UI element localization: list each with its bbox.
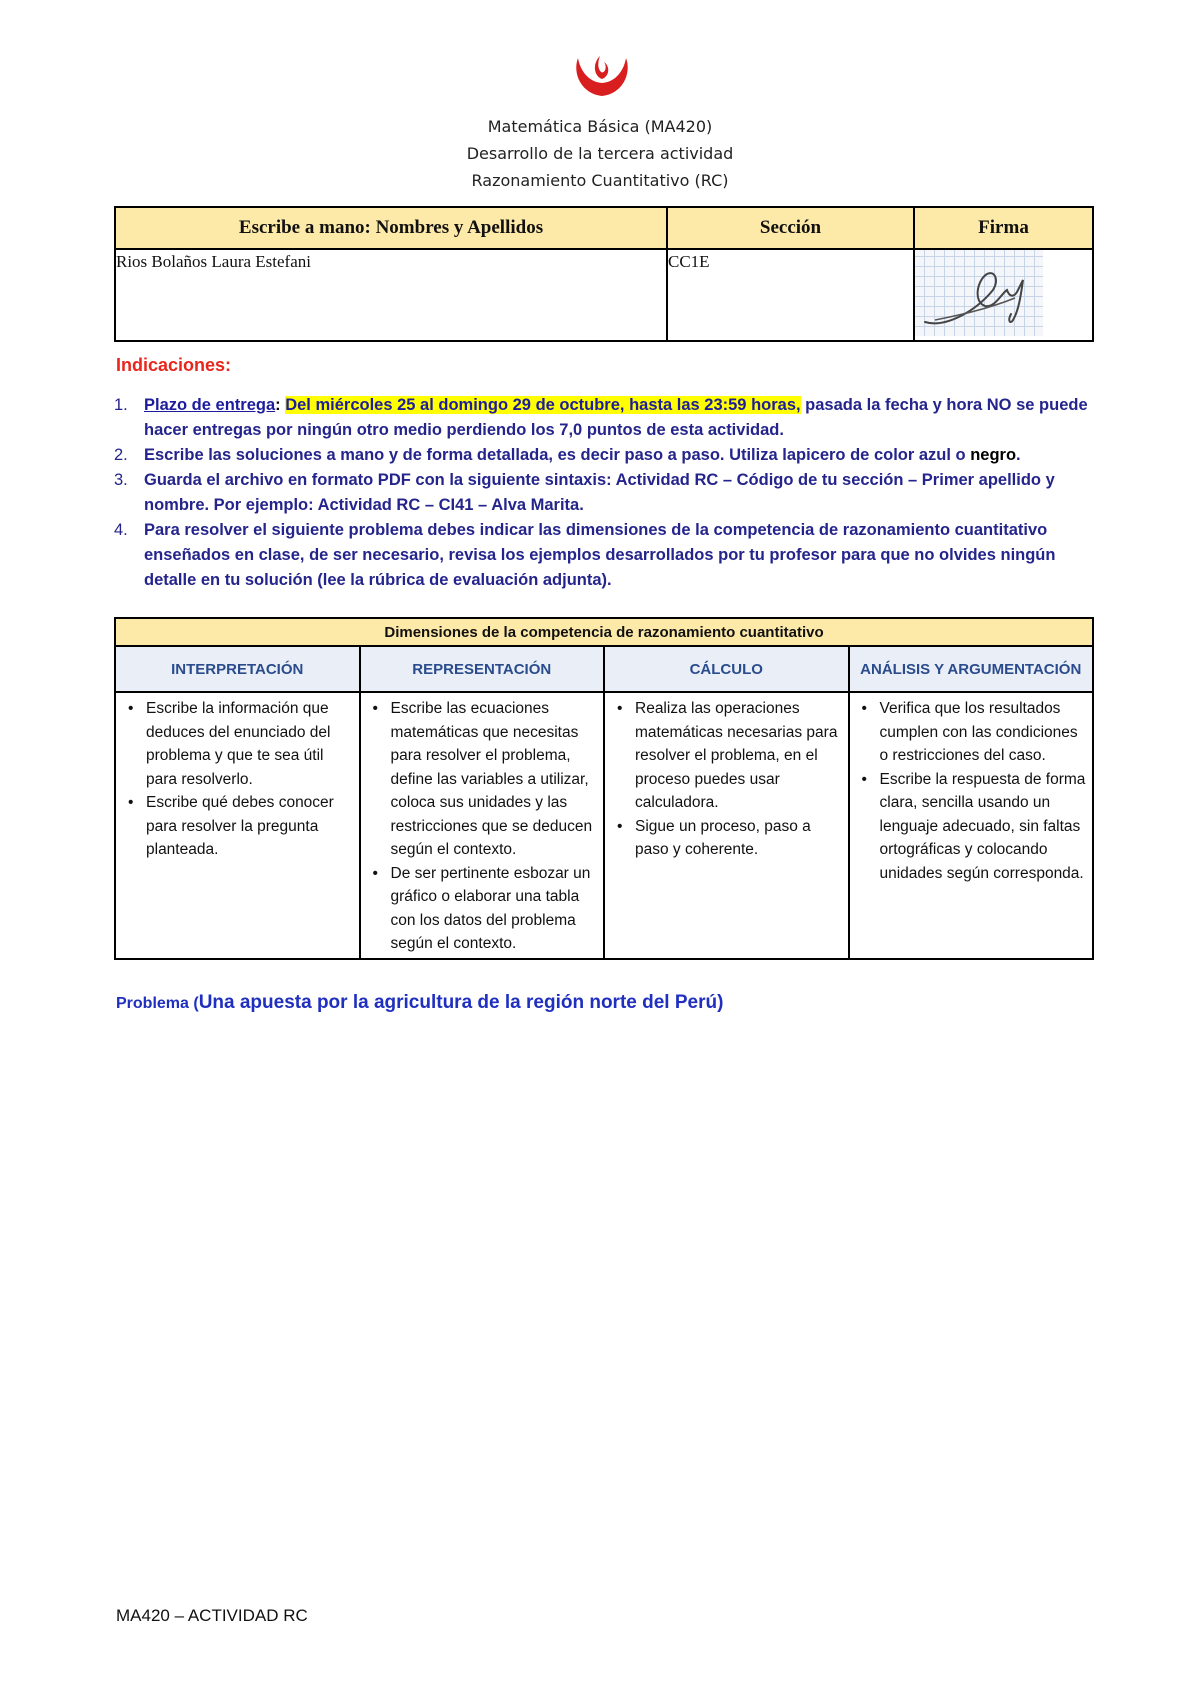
- activity-subtitle: Razonamiento Cuantitativo (RC): [471, 171, 729, 190]
- header-analisis: ANÁLISIS Y ARGUMENTACIÓN: [849, 646, 1094, 692]
- interpretacion-cell: [115, 692, 360, 959]
- course-title: Matemática Básica (MA420): [487, 117, 713, 136]
- item-number: 3.: [114, 471, 128, 489]
- indications-title: Indicaciones:: [116, 355, 232, 375]
- signature-column-header: Firma: [914, 207, 1093, 249]
- deadline-rest: pasada la fecha y hora NO se puede hacer entregas por ningún otro medio perdiendo los 7,0 puntos de esta actividad.: [144, 396, 1088, 439]
- deadline-label: Plazo de entrega: [144, 396, 276, 414]
- list-item: • Escribe qué debes conocer para resolver la pregunta planteada.: [146, 791, 353, 862]
- indications-list: [114, 393, 1104, 593]
- signature-image: [915, 250, 1043, 336]
- item-number: 2.: [114, 446, 128, 464]
- calculo-cell: [604, 692, 849, 959]
- item-number: 4.: [114, 521, 128, 539]
- list-item: • Escribe la información que deduces del enunciado del problema y que te sea útil para resolverlo.: [146, 697, 353, 791]
- dimensions-caption: Dimensiones de la competencia de razonamiento cuantitativo: [115, 618, 1093, 646]
- name-column-header: Escribe a mano: Nombres y Apellidos: [115, 207, 667, 249]
- competency-dimensions-table: [114, 617, 1094, 960]
- indication-item: 4. Para resolver el siguiente problema debes indicar las dimensiones de la competencia de razonamiento cuantitativo enseñados en clase, de ser necesario, revisa los ejemplos desarrollados por tu profesor para que no olvides ningún detalle en tu solución (lee la rúbrica de evaluación adjunta).: [114, 518, 1104, 593]
- item-number: 1.: [114, 396, 128, 414]
- representacion-cell: [360, 692, 605, 959]
- indication-item: 1. Plazo de entrega: Del miércoles 25 al domingo 29 de octubre, hasta las 23:59 horas, pasada la fecha y hora NO se puede hacer entregas por ningún otro medio perdiendo los 7,0 puntos de esta actividad.: [114, 393, 1104, 443]
- list-item: • Escribe las ecuaciones matemáticas que necesitas para resolver el problema, define las variables a utilizar, coloca sus unidades y las restricciones que se deducen según el contexto.: [391, 697, 598, 862]
- page-footer: MA420 – ACTIVIDAD RC: [116, 1606, 308, 1625]
- student-name: Rios Bolaños Laura Estefani: [115, 249, 667, 341]
- list-item: • De ser pertinente esbozar un gráfico o elaborar una tabla con los datos del problema según el contexto.: [391, 862, 598, 956]
- upc-logo: [570, 52, 634, 100]
- analisis-cell: [849, 692, 1094, 959]
- list-item: • Sigue un proceso, paso a paso y coherente.: [635, 815, 842, 862]
- deadline-highlight: Del miércoles 25 al domingo 29 de octubre, hasta las 23:59 horas,: [285, 396, 801, 414]
- problem-heading: [116, 992, 723, 1014]
- list-item: • Verifica que los resultados cumplen con las condiciones o restricciones del caso.: [880, 697, 1087, 768]
- problem-label: Problema (: [116, 995, 199, 1012]
- header-calculo: CÁLCULO: [604, 646, 849, 692]
- student-info-table: [114, 206, 1094, 342]
- list-item: • Realiza las operaciones matemáticas necesarias para resolver el problema, en el proceso puedes usar calculadora.: [635, 697, 842, 815]
- activity-title: Desarrollo de la tercera actividad: [466, 144, 734, 163]
- problem-title: Una apuesta por la agricultura de la región norte del Perú): [198, 992, 724, 1013]
- indication-item: 2. Escribe las soluciones a mano y de forma detallada, es decir paso a paso. Utiliza lapicero de color azul o negro.: [114, 443, 1104, 468]
- header-representacion: REPRESENTACIÓN: [360, 646, 605, 692]
- indication-item: 3. Guarda el archivo en formato PDF con la siguiente sintaxis: Actividad RC – Código de tu sección – Primer apellido y nombre. Por ejemplo: Actividad RC – CI41 – Alva Marita.: [114, 468, 1104, 518]
- signature-cell: [914, 249, 1093, 341]
- student-section: CC1E: [667, 249, 914, 341]
- header-interpretacion: INTERPRETACIÓN: [115, 646, 360, 692]
- list-item: • Escribe la respuesta de forma clara, sencilla usando un lenguaje adecuado, sin faltas ortográficas y colocando unidades según corresponda.: [880, 768, 1087, 886]
- section-column-header: Sección: [667, 207, 914, 249]
